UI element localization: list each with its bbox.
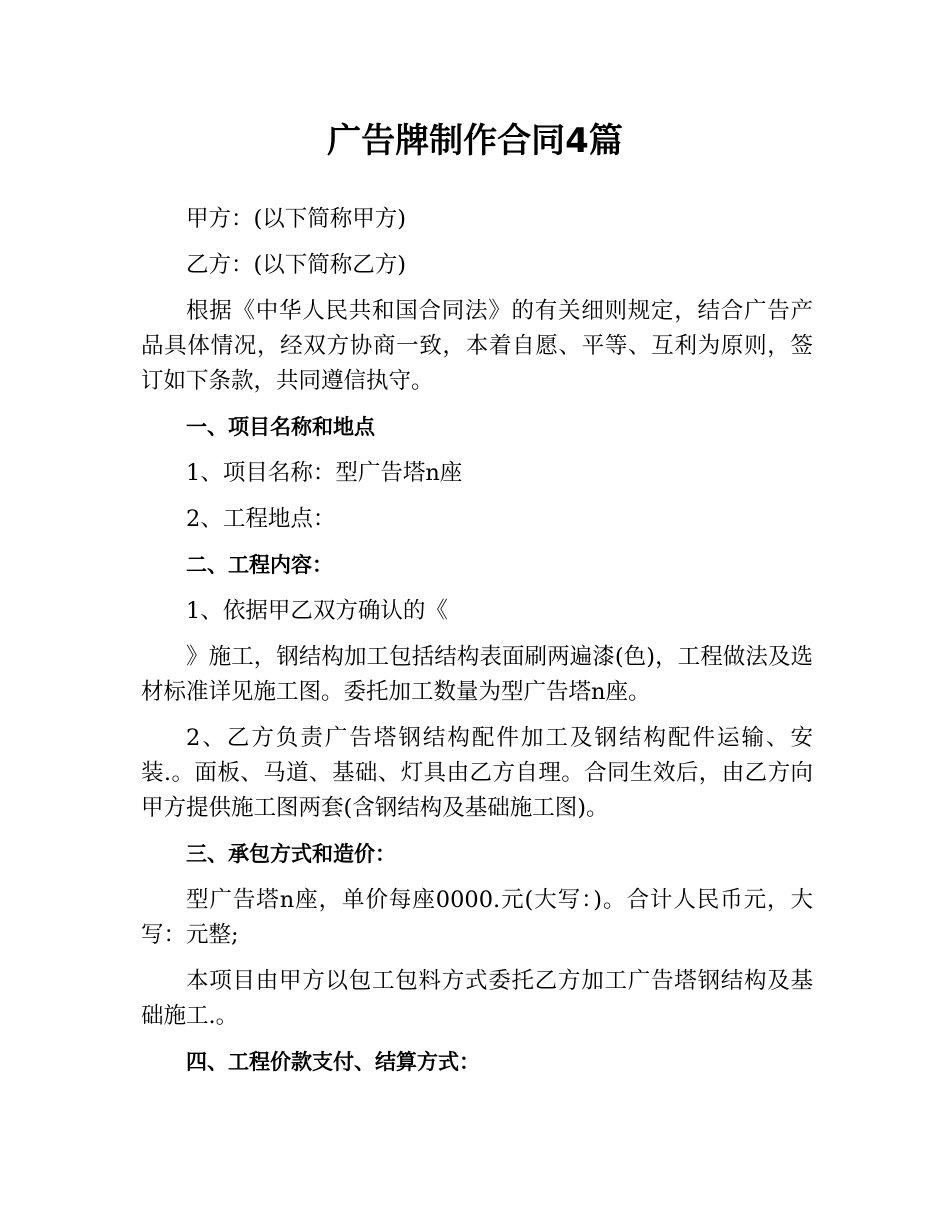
- content-item-2: 2、乙方负责广告塔钢结构配件加工及钢结构配件运输、安装.。面板、马道、基础、灯具由乙方自理。合同生效后，由乙方向甲方提供施工图两套(含钢结构及基础施工图)。: [141, 725, 813, 821]
- content-item-1-continued: 》施工，钢结构加工包括结构表面刷两遍漆(色)，工程做法及选材标准详见施工图。委托加工数量为型广告塔n座。: [141, 644, 813, 705]
- section-heading-1: 一、项目名称和地点: [186, 415, 375, 439]
- project-name-line: 1、项目名称：型广告塔n座: [186, 460, 463, 486]
- party-a-line: 甲方：(以下简称甲方): [186, 206, 407, 232]
- section-heading-4: 四、工程价款支付、结算方式：: [186, 1050, 480, 1074]
- preamble-paragraph: 根据《中华人民共和国合同法》的有关细则规定，结合广告产品具体情况，经双方协商一致，本着自愿、平等、互利为原则，签订如下条款，共同遵信执守。: [141, 298, 813, 394]
- pricing-paragraph: 型广告塔n座，单价每座0000.元(大写：)。合计人民币元，大写：元整;: [141, 887, 813, 948]
- section-heading-3: 三、承包方式和造价：: [186, 842, 396, 866]
- document-title: 广告牌制作合同4篇: [327, 121, 623, 161]
- project-location-line: 2、工程地点：: [186, 506, 336, 532]
- content-item-1: 1、依据甲乙双方确认的《: [186, 598, 448, 624]
- party-b-line: 乙方：(以下简称乙方): [186, 252, 407, 278]
- section-heading-2: 二、工程内容：: [186, 553, 333, 577]
- contract-method-paragraph: 本项目由甲方以包工包料方式委托乙方加工广告塔钢结构及基础施工.。: [141, 968, 813, 1029]
- document-body: [141, 202, 813, 1091]
